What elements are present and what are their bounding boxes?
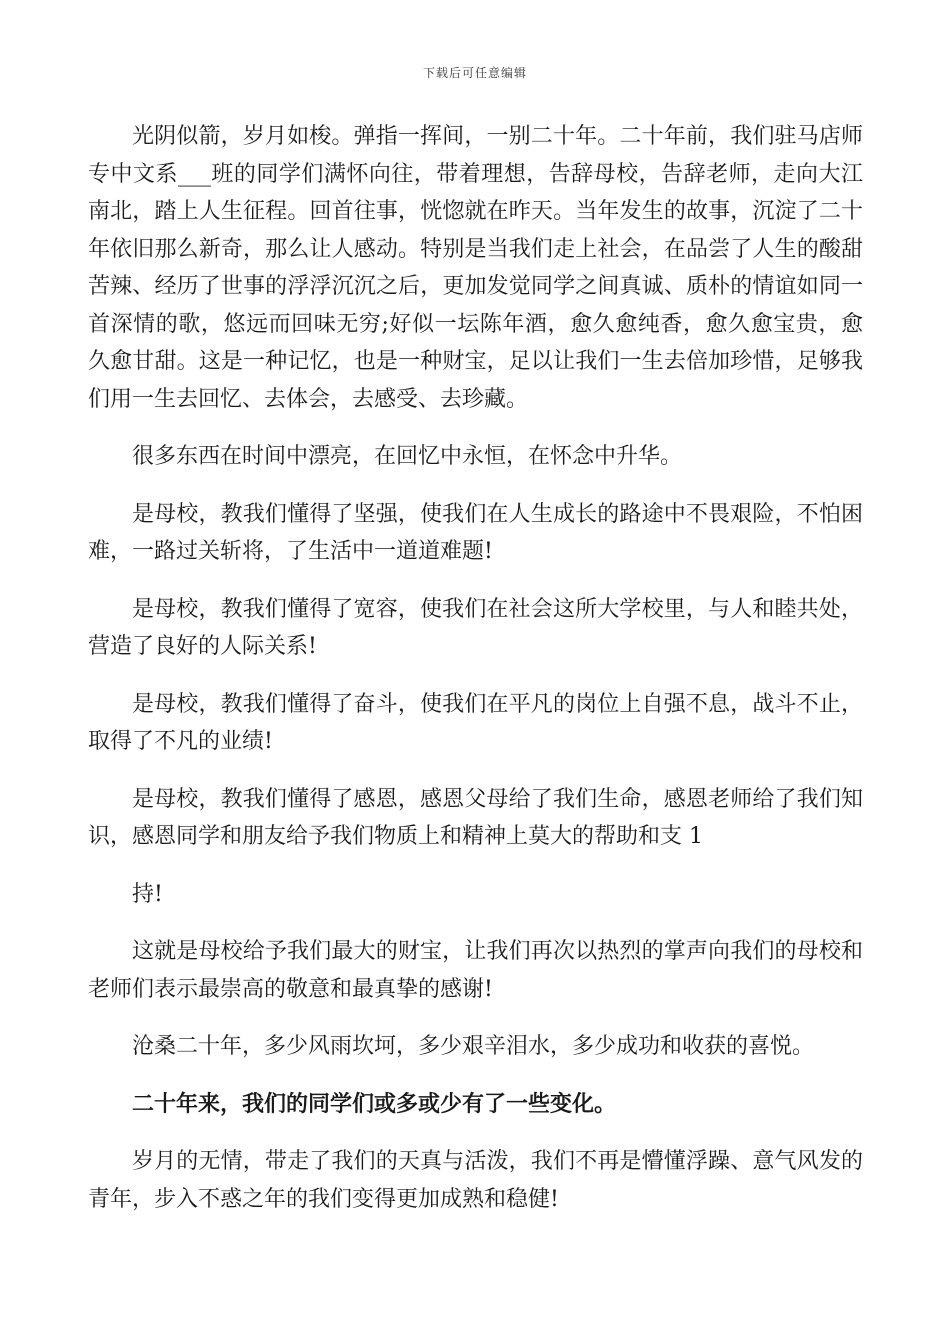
- document-body: [88, 118, 863, 1238]
- paragraph-treasure: 这就是母校给予我们最大的财宝，让我们再次以热烈的掌声向我们的母校和老师们表示最崇高的敬意和最真挚的感谢!: [88, 939, 863, 1002]
- page-header: 下载后可任意编辑: [422, 66, 527, 80]
- paragraph-changes-heading: 二十年来，我们的同学们或多或少有了一些变化。: [132, 1090, 617, 1117]
- paragraph-vicissitudes: 沧桑二十年，多少风雨坎坷，多少艰辛泪水，多少成功和收获的喜悦。: [132, 1034, 815, 1059]
- paragraph-support: 持!: [132, 881, 163, 907]
- paragraph-memory: 很多东西在时间中漂亮，在回忆中永恒，在怀念中升华。: [132, 444, 683, 469]
- paragraph-gratitude: 是母校，教我们懂得了感恩，感恩父母给了我们生命，感恩老师给了我们知识，感恩同学和朋友给予我们物质上和精神上莫大的帮助和支 1: [88, 786, 863, 849]
- paragraph-intro: 光阴似箭，岁月如梭。弹指一挥间，一别二十年。二十年前，我们驻马店师专中文系___班的同学们满怀向往，带着理想，告辞母校，告辞老师，走向大江南北，踏上人生征程。回首往事，恍惚就在昨天。当年发生的故事，沉淀了二十年依旧那么新奇，那么让人感动。特别是当我们走上社会，在品尝了人生的酸甜苦辣、经历了世事的浮浮沉沉之后，更加发觉同学之间真诚、质朴的情谊如同一首深情的歌，悠远而回味无穷;好似一坛陈年酒，愈久愈纯香，愈久愈宝贵，愈久愈甘甜。这是一种记忆，也是一种财宝，足以让我们一生去倍加珍惜，足够我们用一生去回忆、去体会，去感受、去珍藏。: [88, 124, 863, 412]
- paragraph-maturity: 岁月的无情，带走了我们的天真与活泼，我们不再是懵懂浮躁、意气风发的青年，步入不惑之年的我们变得更加成熟和稳健!: [88, 1149, 863, 1212]
- paragraph-struggle: 是母校，教我们懂得了奋斗，使我们在平凡的岗位上自强不息，战斗不止，取得了不凡的业绩!: [88, 691, 863, 754]
- paragraph-tolerance: 是母校，教我们懂得了宽容，使我们在社会这所大学校里，与人和睦共处，营造了良好的人际关系!: [88, 596, 863, 659]
- paragraph-strength: 是母校，教我们懂得了坚强，使我们在人生成长的路途中不畏艰险，不怕困难，一路过关斩将，了生活中一道道难题!: [88, 501, 863, 564]
